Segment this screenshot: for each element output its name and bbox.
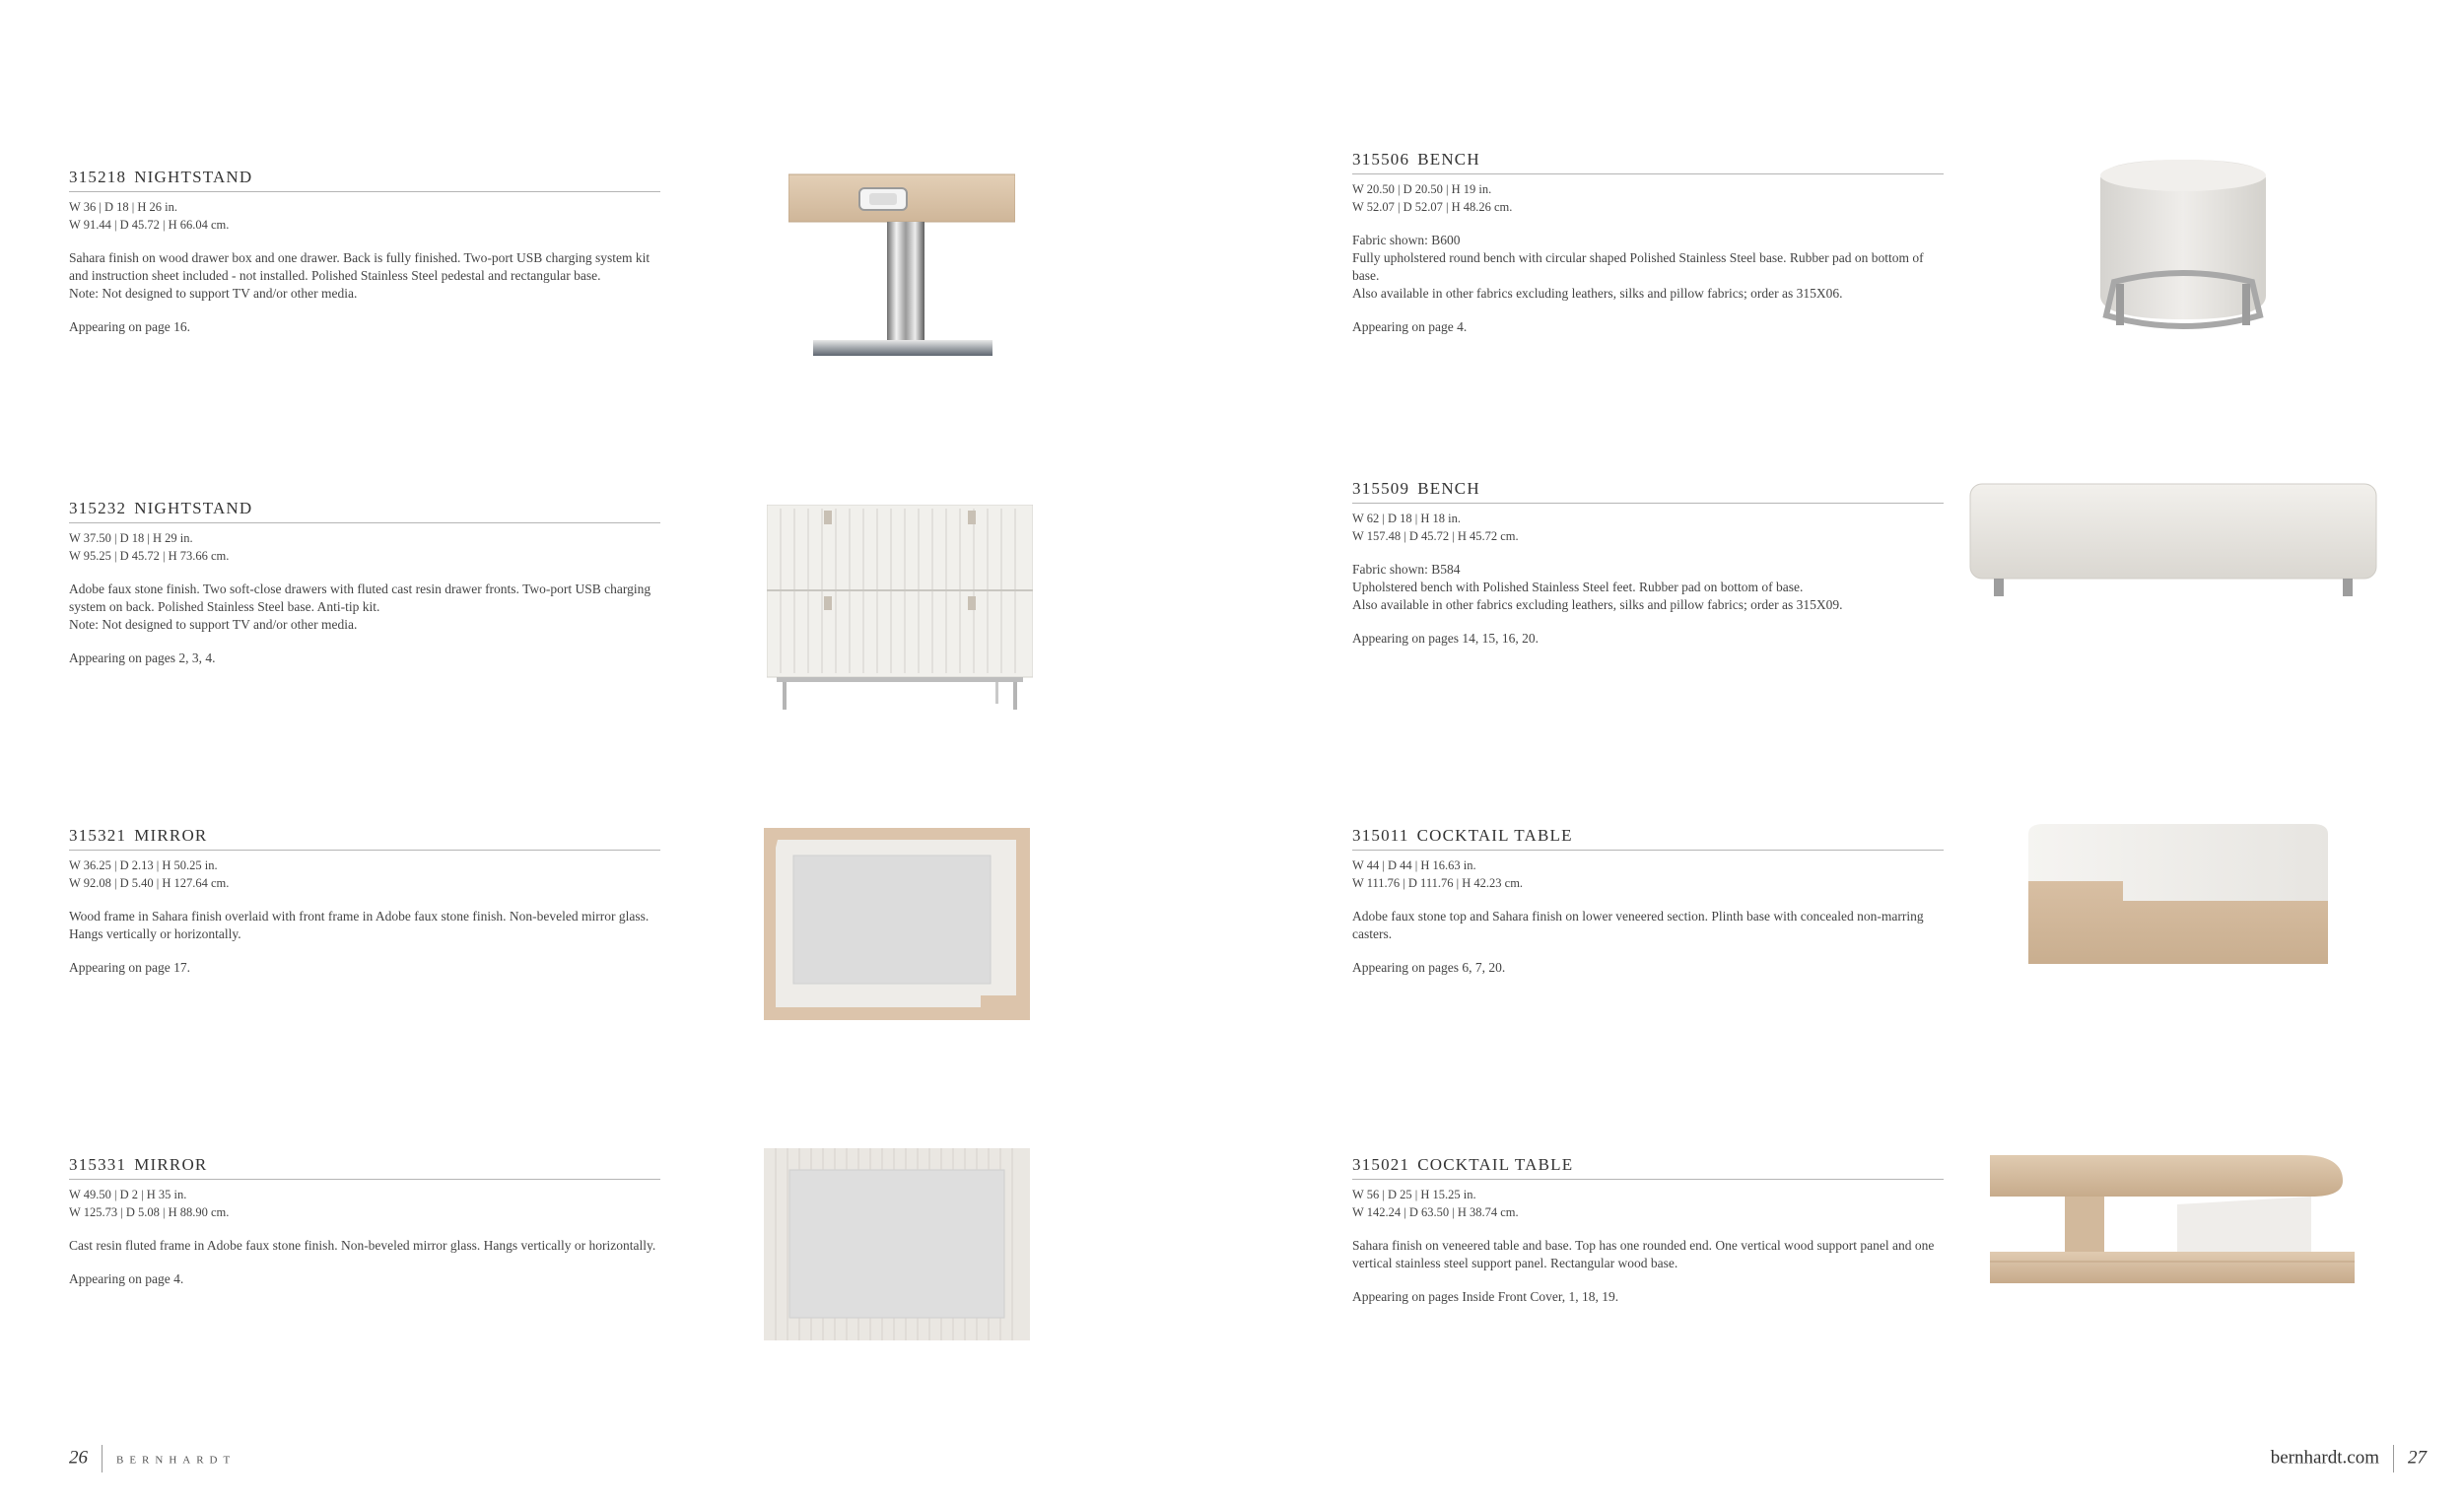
appearing-on: Appearing on pages 6, 7, 20. [1352,960,1506,975]
product-dimensions [1352,510,1944,545]
appearing-on: Appearing on page 4. [1352,319,1468,334]
footer-divider [2393,1445,2394,1472]
footer-divider [102,1445,103,1472]
footer-right [2271,1445,2427,1472]
description-line: Fabric shown: B600 [1352,233,1461,247]
dimensions-cm: W 125.73 | D 5.08 | H 88.90 cm. [69,1205,230,1219]
product-title [69,826,660,851]
appearing-on: Appearing on page 16. [69,319,190,334]
description-line: Cast resin fluted frame in Adobe faux stone finish. Non-beveled mirror glass. Hangs vertically or horizontally. [69,1238,656,1253]
product-image-bench-315506 [2094,158,2272,340]
dimensions-inches: W 20.50 | D 20.50 | H 19 in. [1352,182,1492,196]
product-description [1352,908,1944,943]
description-line: Also available in other fabrics excluding leathers, silks and pillow fabrics; order as 315X06. [1352,286,1843,301]
description-line: Wood frame in Sahara finish overlaid with front frame in Adobe faux stone finish. Non-beveled mirror glass. Hangs vertically or horizontally. [69,909,650,941]
product-entry-315021 [1352,1155,1944,1306]
page-number: 26 [69,1447,88,1469]
product-image-cocktail-table-315021 [1976,1155,2365,1285]
description-line: Fully upholstered round bench with circular shaped Polished Stainless Steel base. Rubber pad on bottom of base. [1352,250,1924,283]
product-dimensions [1352,856,1944,892]
product-entry-315011 [1352,826,1944,977]
product-description [69,908,660,943]
product-title [1352,479,1944,504]
product-title [1352,826,1944,851]
product-image-nightstand-315232 [767,505,1033,712]
product-dimensions [69,856,660,892]
description-line: Note: Not designed to support TV and/or other media. [69,286,358,301]
product-description [69,1237,660,1255]
brand-logo-text: BERNHARDT [116,1454,237,1467]
dimensions-inches: W 36.25 | D 2.13 | H 50.25 in. [69,858,218,872]
description-line: Adobe faux stone finish. Two soft-close drawers with fluted cast resin drawer fronts. Two-port USB charging system on back. Polished Stainless Steel base. Anti-tip kit. [69,582,651,614]
product-name: MIRROR [134,1155,208,1174]
product-entry-315232 [69,499,660,667]
product-image-mirror-315321 [764,828,1030,1020]
appearing-on: Appearing on pages Inside Front Cover, 1, 18, 19. [1352,1289,1619,1304]
appearing-on: Appearing on page 17. [69,960,190,975]
product-title [69,499,660,523]
appearing-on: Appearing on pages 2, 3, 4. [69,650,216,665]
description-line: Adobe faux stone top and Sahara finish on lower veneered section. Plinth base with concealed non-marring casters. [1352,909,1924,941]
product-description [1352,1237,1944,1272]
product-image-cocktail-table-315011 [2020,824,2336,964]
page-number: 27 [2408,1447,2427,1469]
product-code: 315011 [1352,826,1409,845]
product-name: NIGHTSTAND [134,168,253,186]
dimensions-cm: W 142.24 | D 63.50 | H 38.74 cm. [1352,1205,1519,1219]
dimensions-inches: W 56 | D 25 | H 15.25 in. [1352,1188,1476,1201]
dimensions-cm: W 157.48 | D 45.72 | H 45.72 cm. [1352,529,1519,543]
description-line: Sahara finish on wood drawer box and one drawer. Back is fully finished. Two-port USB charging system kit and instruction sheet included - not installed. Polished Stainless Steel pedestal and rectangular base. [69,250,650,283]
dimensions-cm: W 52.07 | D 52.07 | H 48.26 cm. [1352,200,1513,214]
website-link[interactable]: bernhardt.com [2270,1447,2379,1469]
product-name: COCKTAIL TABLE [1416,826,1573,845]
product-title [1352,150,1944,174]
dimensions-inches: W 37.50 | D 18 | H 29 in. [69,531,193,545]
product-code: 315021 [1352,1155,1410,1174]
appearing-on: Appearing on pages 14, 15, 16, 20. [1352,631,1539,646]
product-name: COCKTAIL TABLE [1417,1155,1574,1174]
product-image-nightstand-315218 [788,172,1015,365]
product-code: 315509 [1352,479,1410,498]
product-description [69,581,660,634]
product-name: BENCH [1417,479,1480,498]
product-dimensions [69,1186,660,1221]
description-line: Fabric shown: B584 [1352,562,1461,577]
product-code: 315506 [1352,150,1410,169]
product-entry-315331 [69,1155,660,1288]
product-description [1352,561,1944,614]
product-name: NIGHTSTAND [134,499,253,517]
product-name: MIRROR [134,826,208,845]
dimensions-inches: W 49.50 | D 2 | H 35 in. [69,1188,187,1201]
dimensions-inches: W 44 | D 44 | H 16.63 in. [1352,858,1476,872]
product-entry-315506 [1352,150,1944,336]
product-dimensions [1352,1186,1944,1221]
description-line: Upholstered bench with Polished Stainless Steel feet. Rubber pad on bottom of base. [1352,580,1804,594]
product-code: 315321 [69,826,127,845]
product-name: BENCH [1417,150,1480,169]
product-entry-315218 [69,168,660,336]
dimensions-cm: W 92.08 | D 5.40 | H 127.64 cm. [69,876,230,890]
product-title [1352,1155,1944,1180]
product-entry-315321 [69,826,660,977]
product-entry-315509 [1352,479,1944,648]
appearing-on: Appearing on page 4. [69,1271,184,1286]
product-image-mirror-315331 [764,1148,1030,1340]
product-title [69,168,660,192]
product-description [69,249,660,303]
product-title [69,1155,660,1180]
product-dimensions [1352,180,1944,216]
dimensions-cm: W 111.76 | D 111.76 | H 42.23 cm. [1352,876,1524,890]
product-code: 315218 [69,168,127,186]
dimensions-inches: W 36 | D 18 | H 26 in. [69,200,177,214]
footer-left [69,1445,236,1472]
dimensions-cm: W 91.44 | D 45.72 | H 66.04 cm. [69,218,230,232]
product-description [1352,232,1944,303]
dimensions-inches: W 62 | D 18 | H 18 in. [1352,512,1461,525]
product-image-bench-315509 [1966,478,2380,606]
dimensions-cm: W 95.25 | D 45.72 | H 73.66 cm. [69,549,230,563]
description-line: Sahara finish on veneered table and base. Top has one rounded end. One vertical wood support panel and one vertical stainless steel support panel. Rectangular wood base. [1352,1238,1935,1270]
description-line: Also available in other fabrics excluding leathers, silks and pillow fabrics; order as 315X09. [1352,597,1843,612]
description-line: Note: Not designed to support TV and/or other media. [69,617,358,632]
product-code: 315331 [69,1155,127,1174]
product-dimensions [69,529,660,565]
product-code: 315232 [69,499,127,517]
product-dimensions [69,198,660,234]
